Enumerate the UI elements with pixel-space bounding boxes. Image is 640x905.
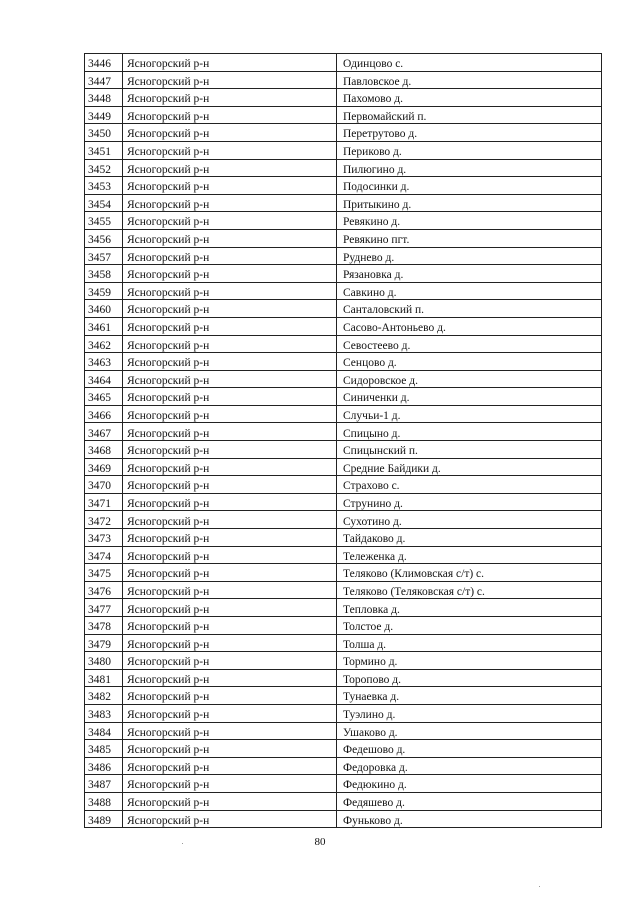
table-row xyxy=(85,177,602,195)
table-row xyxy=(85,54,602,72)
district-cell: Ясногорский р-н xyxy=(123,177,337,195)
district-cell: Ясногорский р-н xyxy=(123,247,337,265)
settlement-cell: Тормино д. xyxy=(337,652,602,670)
settlement-cell: Толстое д. xyxy=(337,617,602,635)
row-number: 3451 xyxy=(85,141,123,159)
district-cell: Ясногорский р-н xyxy=(123,652,337,670)
row-number: 3486 xyxy=(85,757,123,775)
settlement-cell: Севостеево д. xyxy=(337,335,602,353)
district-cell: Ясногорский р-н xyxy=(123,141,337,159)
settlement-cell: Случьи-1 д. xyxy=(337,405,602,423)
settlement-cell: Савкино д. xyxy=(337,282,602,300)
row-number: 3480 xyxy=(85,652,123,670)
row-number: 3466 xyxy=(85,405,123,423)
district-cell: Ясногорский р-н xyxy=(123,704,337,722)
district-cell: Ясногорский р-н xyxy=(123,300,337,318)
table-row xyxy=(85,792,602,810)
settlement-cell: Тайдаково д. xyxy=(337,529,602,547)
settlement-cell: Федоровка д. xyxy=(337,757,602,775)
page-number: 80 xyxy=(314,836,326,848)
table-row xyxy=(85,529,602,547)
table-row xyxy=(85,124,602,142)
row-number: 3454 xyxy=(85,194,123,212)
row-number: 3475 xyxy=(85,564,123,582)
row-number: 3485 xyxy=(85,740,123,758)
district-cell: Ясногорский р-н xyxy=(123,89,337,107)
settlement-cell: Руднево д. xyxy=(337,247,602,265)
district-cell: Ясногорский р-н xyxy=(123,511,337,529)
table-row xyxy=(85,564,602,582)
table-row xyxy=(85,212,602,230)
district-cell: Ясногорский р-н xyxy=(123,669,337,687)
settlement-cell: Страхово с. xyxy=(337,476,602,494)
row-number: 3482 xyxy=(85,687,123,705)
district-cell: Ясногорский р-н xyxy=(123,617,337,635)
table-row xyxy=(85,265,602,283)
table-row xyxy=(85,423,602,441)
row-number: 3484 xyxy=(85,722,123,740)
settlement-cell: Спицыно д. xyxy=(337,423,602,441)
row-number: 3459 xyxy=(85,282,123,300)
row-number: 3474 xyxy=(85,546,123,564)
table-row xyxy=(85,71,602,89)
table-row xyxy=(85,757,602,775)
table-row xyxy=(85,405,602,423)
district-cell: Ясногорский р-н xyxy=(123,687,337,705)
district-cell: Ясногорский р-н xyxy=(123,194,337,212)
settlement-cell: Синиченки д. xyxy=(337,388,602,406)
table-row xyxy=(85,493,602,511)
table-row xyxy=(85,617,602,635)
district-cell: Ясногорский р-н xyxy=(123,810,337,828)
district-cell: Ясногорский р-н xyxy=(123,634,337,652)
district-cell: Ясногорский р-н xyxy=(123,546,337,564)
row-number: 3463 xyxy=(85,353,123,371)
district-cell: Ясногорский р-н xyxy=(123,335,337,353)
table-row xyxy=(85,669,602,687)
row-number: 3471 xyxy=(85,493,123,511)
row-number: 3472 xyxy=(85,511,123,529)
settlement-cell: Павловское д. xyxy=(337,71,602,89)
table-row xyxy=(85,652,602,670)
table-row xyxy=(85,687,602,705)
table-row xyxy=(85,300,602,318)
settlement-cell: Ушаково д. xyxy=(337,722,602,740)
district-cell: Ясногорский р-н xyxy=(123,282,337,300)
row-number: 3489 xyxy=(85,810,123,828)
district-cell: Ясногорский р-н xyxy=(123,775,337,793)
district-cell: Ясногорский р-н xyxy=(123,159,337,177)
district-cell: Ясногорский р-н xyxy=(123,106,337,124)
district-cell: Ясногорский р-н xyxy=(123,740,337,758)
settlement-cell: Пилюгино д. xyxy=(337,159,602,177)
table-row xyxy=(85,159,602,177)
row-number: 3446 xyxy=(85,54,123,72)
row-number: 3448 xyxy=(85,89,123,107)
settlement-cell: Сенцово д. xyxy=(337,353,602,371)
settlement-cell: Фуньково д. xyxy=(337,810,602,828)
table-row xyxy=(85,476,602,494)
district-cell: Ясногорский р-н xyxy=(123,476,337,494)
scan-speck xyxy=(539,886,540,887)
table-row xyxy=(85,775,602,793)
table-row xyxy=(85,317,602,335)
settlement-cell: Федюкино д. xyxy=(337,775,602,793)
table-row xyxy=(85,581,602,599)
table-row xyxy=(85,282,602,300)
settlement-cell: Туэлино д. xyxy=(337,704,602,722)
district-cell: Ясногорский р-н xyxy=(123,353,337,371)
settlement-cell: Одинцово с. xyxy=(337,54,602,72)
row-number: 3453 xyxy=(85,177,123,195)
row-number: 3470 xyxy=(85,476,123,494)
settlement-cell: Ревякино д. xyxy=(337,212,602,230)
table-row xyxy=(85,141,602,159)
table-row xyxy=(85,89,602,107)
district-cell: Ясногорский р-н xyxy=(123,265,337,283)
district-cell: Ясногорский р-н xyxy=(123,71,337,89)
district-cell: Ясногорский р-н xyxy=(123,370,337,388)
table-row xyxy=(85,229,602,247)
table-row xyxy=(85,546,602,564)
settlement-cell: Сасово-Антоньево д. xyxy=(337,317,602,335)
row-number: 3473 xyxy=(85,529,123,547)
row-number: 3458 xyxy=(85,265,123,283)
settlement-cell: Федяшево д. xyxy=(337,792,602,810)
table-row xyxy=(85,353,602,371)
settlement-cell: Притыкино д. xyxy=(337,194,602,212)
district-cell: Ясногорский р-н xyxy=(123,757,337,775)
settlement-cell: Средние Байдики д. xyxy=(337,458,602,476)
settlement-cell: Сидоровское д. xyxy=(337,370,602,388)
row-number: 3478 xyxy=(85,617,123,635)
district-cell: Ясногорский р-н xyxy=(123,124,337,142)
settlement-cell: Тепловка д. xyxy=(337,599,602,617)
row-number: 3455 xyxy=(85,212,123,230)
district-cell: Ясногорский р-н xyxy=(123,388,337,406)
row-number: 3467 xyxy=(85,423,123,441)
row-number: 3488 xyxy=(85,792,123,810)
row-number: 3461 xyxy=(85,317,123,335)
table-row xyxy=(85,458,602,476)
district-cell: Ясногорский р-н xyxy=(123,423,337,441)
settlement-cell: Федешово д. xyxy=(337,740,602,758)
row-number: 3447 xyxy=(85,71,123,89)
settlement-cell: Санталовский п. xyxy=(337,300,602,318)
settlement-cell: Сухотино д. xyxy=(337,511,602,529)
table-row xyxy=(85,441,602,459)
district-cell: Ясногорский р-н xyxy=(123,405,337,423)
row-number: 3464 xyxy=(85,370,123,388)
settlement-cell: Перетрутово д. xyxy=(337,124,602,142)
table-row xyxy=(85,599,602,617)
row-number: 3460 xyxy=(85,300,123,318)
row-number: 3456 xyxy=(85,229,123,247)
row-number: 3452 xyxy=(85,159,123,177)
settlement-cell: Теляково (Климовская с/т) с. xyxy=(337,564,602,582)
settlement-cell: Подосинки д. xyxy=(337,177,602,195)
row-number: 3465 xyxy=(85,388,123,406)
row-number: 3469 xyxy=(85,458,123,476)
district-cell: Ясногорский р-н xyxy=(123,458,337,476)
table-row xyxy=(85,388,602,406)
table-row xyxy=(85,106,602,124)
row-number: 3479 xyxy=(85,634,123,652)
district-cell: Ясногорский р-н xyxy=(123,529,337,547)
settlements-table xyxy=(84,53,602,828)
settlement-cell: Пахомово д. xyxy=(337,89,602,107)
district-cell: Ясногорский р-н xyxy=(123,792,337,810)
table-row xyxy=(85,740,602,758)
settlement-cell: Спицынский п. xyxy=(337,441,602,459)
settlement-cell: Ревякино пгт. xyxy=(337,229,602,247)
row-number: 3483 xyxy=(85,704,123,722)
row-number: 3476 xyxy=(85,581,123,599)
row-number: 3450 xyxy=(85,124,123,142)
table-row xyxy=(85,194,602,212)
district-cell: Ясногорский р-н xyxy=(123,212,337,230)
row-number: 3457 xyxy=(85,247,123,265)
settlement-cell: Первомайский п. xyxy=(337,106,602,124)
settlement-cell: Тунаевка д. xyxy=(337,687,602,705)
settlement-cell: Тележенка д. xyxy=(337,546,602,564)
table-row xyxy=(85,722,602,740)
district-cell: Ясногорский р-н xyxy=(123,581,337,599)
row-number: 3462 xyxy=(85,335,123,353)
district-cell: Ясногорский р-н xyxy=(123,317,337,335)
district-cell: Ясногорский р-н xyxy=(123,493,337,511)
table-row xyxy=(85,247,602,265)
row-number: 3449 xyxy=(85,106,123,124)
table-row xyxy=(85,704,602,722)
row-number: 3487 xyxy=(85,775,123,793)
district-cell: Ясногорский р-н xyxy=(123,722,337,740)
district-cell: Ясногорский р-н xyxy=(123,229,337,247)
settlement-cell: Торопово д. xyxy=(337,669,602,687)
settlement-cell: Струнино д. xyxy=(337,493,602,511)
settlement-cell: Периково д. xyxy=(337,141,602,159)
district-cell: Ясногорский р-н xyxy=(123,441,337,459)
district-cell: Ясногорский р-н xyxy=(123,564,337,582)
settlement-cell: Теляково (Теляковская с/т) с. xyxy=(337,581,602,599)
scan-speck xyxy=(182,843,183,844)
district-cell: Ясногорский р-н xyxy=(123,54,337,72)
row-number: 3468 xyxy=(85,441,123,459)
settlement-cell: Рязановка д. xyxy=(337,265,602,283)
settlements-table-body xyxy=(85,54,602,828)
table-row xyxy=(85,810,602,828)
settlement-cell: Толша д. xyxy=(337,634,602,652)
district-cell: Ясногорский р-н xyxy=(123,599,337,617)
table-row xyxy=(85,511,602,529)
row-number: 3481 xyxy=(85,669,123,687)
table-row xyxy=(85,634,602,652)
table-row xyxy=(85,370,602,388)
table-row xyxy=(85,335,602,353)
row-number: 3477 xyxy=(85,599,123,617)
